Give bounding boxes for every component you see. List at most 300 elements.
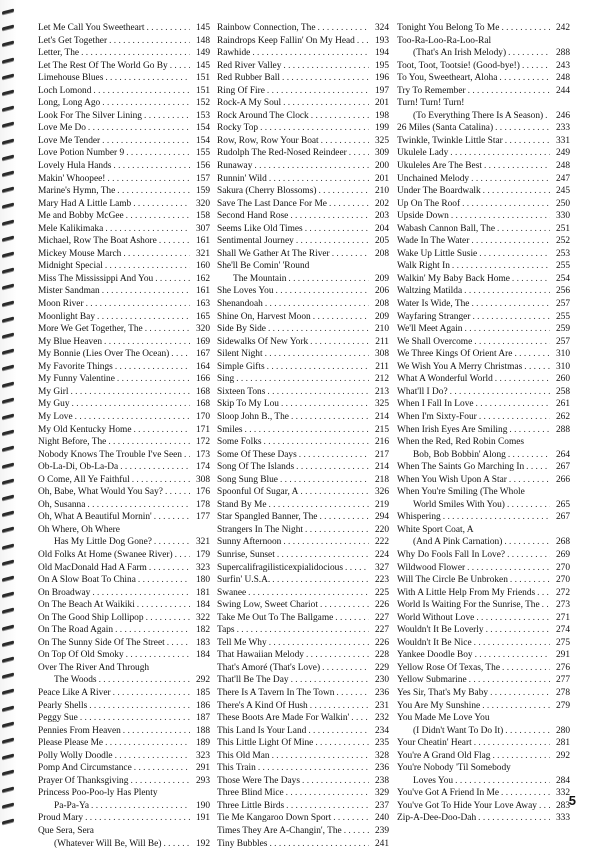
index-entry: [397, 336, 570, 349]
index-entry: [397, 474, 570, 487]
dot-leader: [93, 85, 190, 98]
dot-leader: [99, 674, 190, 687]
index-entry: [38, 411, 210, 424]
page-ref: 249: [555, 148, 570, 159]
index-entry: [397, 47, 570, 60]
page-ref: 151: [195, 85, 210, 96]
index-entry: [397, 72, 570, 85]
dot-leader: [184, 449, 190, 462]
dot-leader: [272, 750, 369, 763]
index-entry: [217, 511, 389, 524]
dot-leader: [545, 110, 550, 123]
dot-leader: [85, 812, 190, 825]
song-title: Night Before, The: [38, 437, 107, 448]
song-title: Three Little Birds: [217, 800, 285, 811]
page-ref: 259: [555, 324, 570, 335]
index-entry: [38, 787, 210, 800]
binding-ring: [2, 252, 14, 258]
index-entry: [217, 72, 389, 85]
dot-leader: [137, 599, 190, 612]
song-title: When You're Smiling (The Whole: [397, 487, 525, 498]
index-entry: [38, 72, 210, 85]
page-ref: 155: [195, 148, 210, 159]
page-ref: 256: [555, 286, 570, 297]
index-entry: [38, 373, 210, 386]
binding-ring: [2, 219, 14, 225]
index-entry: [217, 386, 389, 399]
song-title: When Irish Eyes Are Smiling: [397, 424, 508, 435]
index-entry: [397, 511, 570, 524]
dot-leader: [296, 235, 369, 248]
page-ref: 227: [374, 625, 389, 636]
index-entry: [38, 135, 210, 148]
page-ref: 269: [555, 549, 570, 560]
index-entry: [38, 47, 210, 60]
dot-leader: [126, 649, 190, 662]
song-title: She Loves You: [217, 286, 274, 297]
index-entry: [397, 750, 570, 763]
page-ref: 310: [555, 349, 570, 360]
dot-leader: [345, 562, 369, 575]
song-title: Polly Wolly Doodle: [38, 750, 113, 761]
song-title: Wouldn't It Be Loverly: [397, 625, 484, 636]
index-entry: [38, 185, 210, 198]
page-ref: 156: [195, 161, 210, 172]
dot-leader: [237, 624, 369, 637]
song-title: Some Folks: [217, 437, 262, 448]
page-ref: 324: [374, 23, 389, 33]
song-title: When The Saints Go Marching In: [397, 462, 525, 473]
dot-leader: [126, 210, 190, 223]
page-ref: 238: [374, 775, 389, 786]
page-ref: 195: [374, 60, 389, 71]
dot-leader: [171, 348, 190, 361]
dot-leader: [310, 336, 369, 349]
song-title: Swanee: [217, 587, 247, 598]
page-ref: 267: [555, 462, 570, 473]
song-title: You're Nobody 'Til Somebody: [397, 763, 511, 774]
binding-ring: [2, 462, 14, 468]
song-title: Peace Like A River: [38, 687, 111, 698]
dot-leader: [509, 474, 550, 487]
page-ref: 228: [374, 650, 389, 661]
index-entry: [38, 662, 210, 675]
index-entry: [38, 587, 210, 600]
index-entry: [217, 775, 389, 788]
binding-ring: [2, 414, 14, 420]
song-title: Zip-A-Dee-Doo-Dah: [397, 813, 477, 824]
dot-leader: [474, 637, 550, 650]
dot-leader: [471, 235, 550, 248]
page-ref: 198: [374, 110, 389, 121]
song-title: Oh Where, Oh Where: [38, 524, 120, 535]
page-ref: 158: [195, 211, 210, 222]
index-entry: [397, 298, 570, 311]
page-ref: 170: [195, 411, 210, 422]
dot-leader: [282, 72, 369, 85]
page-ref: 284: [555, 775, 570, 786]
index-entry: [217, 273, 389, 286]
song-title: Those Were The Days: [217, 775, 300, 786]
song-title: Love Me Do: [38, 123, 86, 134]
song-title: Toot, Toot, Tootsie! (Good-bye!): [397, 60, 520, 71]
page-ref: 233: [555, 123, 570, 134]
page-ref: 190: [195, 800, 210, 811]
page-ref: 291: [555, 650, 570, 661]
binding-ring: [2, 300, 14, 306]
song-title: Swing Low, Sweet Chariot: [217, 600, 318, 611]
index-entry: [217, 461, 389, 474]
song-title: Tie Me Kangaroo Down Sport: [217, 813, 332, 824]
page-ref: 251: [555, 223, 570, 234]
page-ref: 210: [374, 324, 389, 335]
dot-leader: [318, 22, 369, 35]
page-ref: 270: [555, 575, 570, 586]
dot-leader: [123, 725, 190, 738]
dot-leader: [351, 712, 369, 725]
page-ref: 325: [374, 135, 389, 146]
index-entry: [38, 474, 210, 487]
page-ref: 192: [195, 838, 210, 849]
page-ref: 225: [374, 587, 389, 598]
index-entry: [397, 160, 570, 173]
dot-leader: [115, 624, 190, 637]
page-ref: 213: [374, 386, 389, 397]
song-title: Sunrise, Sunset: [217, 549, 275, 560]
page-ref: 260: [555, 374, 570, 385]
index-column-1: [38, 22, 210, 850]
song-title: Rock Around The Clock: [217, 110, 309, 121]
song-title: (To Everything There Is A Season): [413, 110, 544, 121]
song-title: Red River Valley: [217, 60, 282, 71]
binding-ring: [2, 786, 14, 792]
song-title: We Wish You A Merry Christmas: [397, 361, 523, 372]
page-ref: 288: [555, 48, 570, 59]
page-ref: 148: [195, 35, 210, 46]
page-ref: 145: [195, 23, 210, 33]
dot-leader: [107, 173, 190, 186]
song-title: My Favorite Things: [38, 361, 113, 372]
page-ref: 191: [195, 813, 210, 824]
dot-leader: [319, 511, 369, 524]
index-entry: [38, 700, 210, 713]
page-ref: 321: [195, 248, 210, 259]
index-entry: [217, 587, 389, 600]
index-entry: [397, 587, 570, 600]
page-ref: 321: [195, 537, 210, 548]
dot-leader: [476, 398, 550, 411]
page-ref: 171: [195, 424, 210, 435]
index-entry: [397, 110, 570, 123]
song-title: Star Spangled Banner, The: [217, 512, 318, 523]
page-ref: 184: [195, 650, 210, 661]
song-title: Pomp And Circumstance: [38, 763, 132, 774]
page-ref: 291: [195, 763, 210, 774]
page-ref: 292: [555, 750, 570, 761]
binding-ring: [2, 495, 14, 501]
dot-leader: [495, 122, 550, 135]
song-title: Oh, What A Beautiful Mornin': [38, 512, 152, 523]
dot-leader: [322, 662, 369, 675]
dot-leader: [87, 499, 190, 512]
dot-leader: [126, 147, 190, 160]
dot-leader: [508, 47, 550, 60]
index-entry: [397, 574, 570, 587]
dot-leader: [479, 411, 550, 424]
index-entry: [38, 160, 210, 173]
dot-leader: [291, 411, 369, 424]
song-title: She'll Be Comin' 'Round: [217, 261, 310, 272]
dot-leader: [133, 198, 190, 211]
dot-leader: [102, 135, 190, 148]
song-title: Que Sera, Sera: [38, 826, 94, 836]
dot-leader: [113, 687, 190, 700]
index-entry: [217, 637, 389, 650]
song-title: Yankee Doodle Boy: [397, 650, 473, 661]
song-title: Walk Right In: [397, 261, 450, 272]
dot-leader: [108, 436, 190, 449]
dot-leader: [75, 411, 190, 424]
page-ref: 252: [555, 236, 570, 247]
page-ref: 188: [195, 725, 210, 736]
song-title: My Blue Heaven: [38, 336, 103, 347]
song-title: Has My Little Dog Gone?: [54, 537, 152, 548]
dot-leader: [89, 700, 190, 713]
song-title: Waltzing Matilda: [397, 286, 463, 297]
dot-leader: [450, 386, 550, 399]
index-entry: [217, 800, 389, 813]
index-entry: [397, 311, 570, 324]
index-entry: [38, 22, 210, 35]
song-title: Please Please Me: [38, 738, 104, 749]
index-entry: [397, 285, 570, 298]
index-entry: [397, 135, 570, 148]
index-entry: [397, 549, 570, 562]
page-ref: 219: [374, 499, 389, 510]
dot-leader: [268, 323, 369, 336]
page-ref: 193: [374, 35, 389, 46]
dot-leader: [149, 562, 190, 575]
dot-leader: [349, 147, 369, 160]
dot-leader: [495, 373, 550, 386]
dot-leader: [252, 47, 369, 60]
dot-leader: [471, 173, 550, 186]
dot-leader: [105, 737, 190, 750]
page-ref: 308: [195, 474, 210, 485]
song-title: What'll I Do?: [397, 386, 448, 397]
page-ref: 323: [195, 750, 210, 761]
index-entry: [38, 737, 210, 750]
song-title: When I Fall In Love: [397, 399, 474, 410]
dot-leader: [283, 97, 369, 110]
dot-leader: [72, 398, 190, 411]
page-ref: 257: [555, 336, 570, 347]
dot-leader: [138, 574, 190, 587]
index-entry: [217, 687, 389, 700]
binding-ring: [2, 819, 14, 825]
song-title: Sing: [217, 374, 235, 385]
index-entry: [38, 147, 210, 160]
index-entry: [38, 273, 210, 286]
page-ref: 236: [374, 763, 389, 774]
index-entry: [38, 562, 210, 575]
page-ref: 182: [195, 625, 210, 636]
page-ref: 160: [195, 261, 210, 272]
dot-leader: [102, 97, 190, 110]
page-ref: 183: [195, 637, 210, 648]
index-entry: [217, 173, 389, 186]
page-ref: 204: [374, 223, 389, 234]
binding-ring: [2, 608, 14, 614]
song-title: Some Of These Days: [217, 449, 297, 460]
page-ref: 307: [195, 223, 210, 234]
dot-leader: [97, 311, 190, 324]
index-entry: [38, 298, 210, 311]
page-ref: 331: [555, 135, 570, 146]
song-title: Moonlight Bay: [38, 311, 96, 322]
index-entry: [397, 185, 570, 198]
index-entry: [217, 449, 389, 462]
dot-leader: [315, 737, 369, 750]
dot-leader: [70, 386, 190, 399]
dot-leader: [265, 348, 369, 361]
dot-leader: [502, 662, 550, 675]
dot-leader: [455, 775, 550, 788]
page-ref: 159: [195, 186, 210, 197]
song-title: On The Road Again: [38, 625, 114, 636]
index-entry: [38, 599, 210, 612]
index-entry: [397, 637, 570, 650]
page-ref: 268: [555, 537, 570, 548]
page-ref: 197: [374, 85, 389, 96]
song-title: On Broadway: [38, 587, 91, 598]
song-title: Over The River And Through: [38, 662, 150, 673]
song-title: Water Is Wide, The: [397, 299, 470, 310]
song-title: More We Get Together, The: [38, 324, 143, 335]
song-title: Up On The Roof: [397, 198, 461, 209]
page-ref: 309: [374, 148, 389, 159]
index-entry: [217, 812, 389, 825]
page-ref: 257: [555, 299, 570, 310]
dot-leader: [105, 260, 190, 273]
index-entry: [217, 160, 389, 173]
dot-leader: [123, 248, 190, 261]
song-title: Miss The Mississippi And You: [38, 273, 154, 284]
song-title: This Old Man: [217, 750, 270, 761]
page-ref: 239: [374, 826, 389, 836]
binding-ring: [2, 203, 14, 209]
index-entry: [397, 524, 570, 537]
dot-leader: [265, 298, 369, 311]
song-title: 26 Miles (Santa Catalina): [397, 123, 494, 134]
index-entry: [38, 725, 210, 738]
binding-ring: [2, 41, 14, 47]
song-title: Love Me Tender: [38, 135, 101, 146]
index-entry: [217, 536, 389, 549]
page-ref: 215: [374, 424, 389, 435]
song-title: (That's An Irish Melody): [413, 48, 507, 59]
song-title: Rawhide: [217, 48, 251, 59]
page-ref: 223: [374, 575, 389, 586]
dot-leader: [499, 72, 550, 85]
index-entry: [217, 411, 389, 424]
index-entry: [217, 725, 389, 738]
page-ref: 261: [555, 399, 570, 410]
song-title: Skip To My Lou: [217, 399, 279, 410]
index-entry: [217, 762, 389, 775]
index-entry: [217, 674, 389, 687]
song-title: My Guy: [38, 399, 70, 410]
index-entry: [397, 273, 570, 286]
binding-ring: [2, 284, 14, 290]
dot-leader: [88, 122, 190, 135]
song-title: World Smiles With You): [413, 499, 505, 510]
song-title: Twinkle, Twinkle Little Star: [397, 135, 503, 146]
dot-leader: [276, 285, 369, 298]
binding-ring: [2, 316, 14, 322]
page-ref: 145: [195, 60, 210, 71]
page-ref: 254: [555, 273, 570, 284]
dot-leader: [302, 775, 369, 788]
index-entry: [397, 147, 570, 160]
page-ref: 273: [555, 600, 570, 611]
dot-leader: [476, 612, 550, 625]
dot-leader: [308, 725, 369, 738]
song-title: Mister Sandman: [38, 286, 100, 297]
page-ref: 152: [195, 98, 210, 109]
binding-ring: [2, 268, 14, 274]
dot-leader: [109, 35, 190, 48]
song-title: On The Beach At Waikiki: [38, 600, 135, 611]
song-title: That'll Be The Day: [217, 675, 289, 686]
song-title: When the Red, Red Robin Comes: [397, 437, 525, 448]
dot-leader: [305, 524, 369, 537]
index-entry: [217, 649, 389, 662]
page-ref: 276: [555, 662, 570, 673]
page-ref: 176: [195, 487, 210, 498]
song-title: Wouldn't It Be Nice: [397, 637, 472, 648]
song-title: That's Amoré (That's Love): [217, 662, 321, 673]
index-entry: [38, 348, 210, 361]
page-ref: 203: [374, 211, 389, 222]
binding-ring: [2, 527, 14, 533]
index-entry: [217, 662, 389, 675]
song-title: Take Me Out To The Ballgame: [217, 612, 334, 623]
page-ref: 210: [374, 186, 389, 197]
dot-leader: [311, 110, 369, 123]
binding-ring: [2, 397, 14, 403]
page-ref: 216: [374, 437, 389, 448]
page-ref: 323: [195, 562, 210, 573]
index-entry: [38, 687, 210, 700]
dot-leader: [286, 800, 369, 813]
page-ref: 167: [195, 349, 210, 360]
index-entry: [217, 97, 389, 110]
page-ref: 232: [374, 713, 389, 724]
song-title: There Is A Tavern In The Town: [217, 687, 335, 698]
page-ref: 194: [374, 48, 389, 59]
song-title: Pennies From Heaven: [38, 725, 121, 736]
page-ref: 292: [195, 675, 210, 686]
page-ref: 271: [555, 612, 570, 623]
dot-leader: [522, 60, 550, 73]
page-ref: 162: [195, 273, 210, 284]
page-ref: 217: [374, 449, 389, 460]
index-entry: [38, 574, 210, 587]
dot-leader: [115, 361, 190, 374]
index-entry: [38, 536, 210, 549]
dot-leader: [321, 135, 369, 148]
